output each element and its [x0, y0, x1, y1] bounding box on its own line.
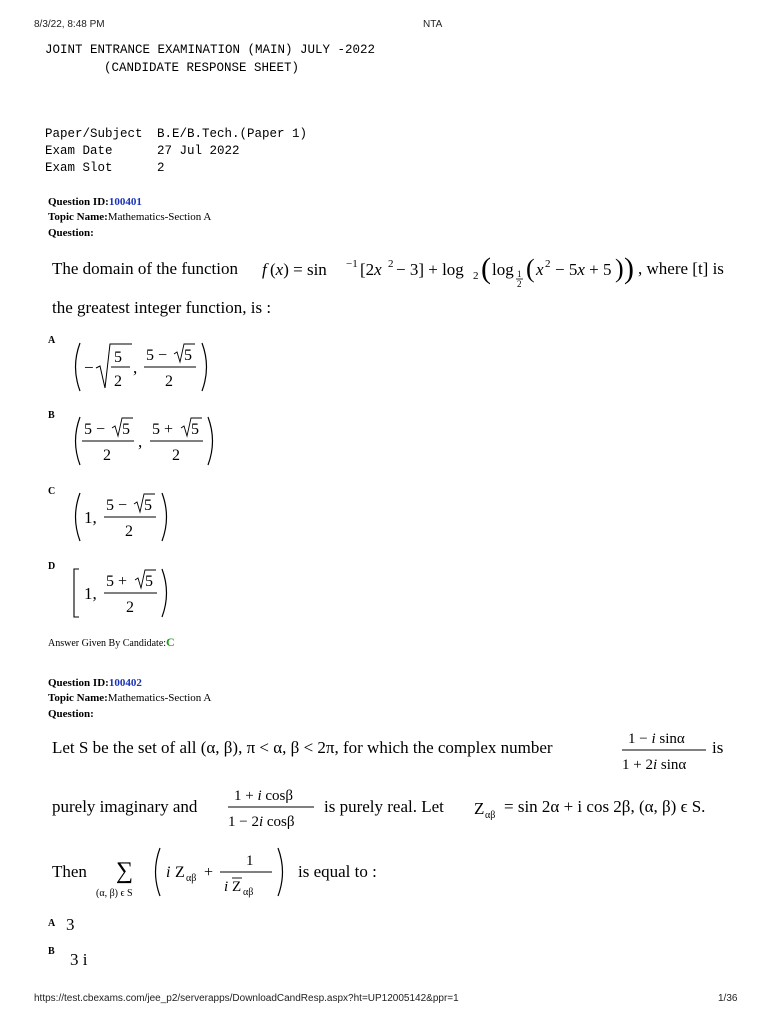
svg-text:αβ: αβ [243, 887, 254, 898]
svg-text:2: 2 [517, 279, 522, 289]
q2-question-label: Question: [48, 708, 94, 720]
svg-text:−1: −1 [346, 258, 358, 270]
svg-text:5: 5 [144, 497, 152, 514]
svg-text:x: x [536, 260, 544, 279]
q1-option-a-close [200, 340, 212, 399]
q2-fraction-cos [226, 783, 318, 838]
svg-text:2: 2 [172, 447, 180, 464]
svg-text:2: 2 [126, 599, 134, 616]
q2-z-symbol [474, 790, 506, 825]
q1-topic: Mathematics-Section A [107, 211, 212, 223]
svg-text:(: ( [526, 254, 535, 283]
q1-answer-row [48, 635, 175, 650]
svg-text:(x) = sin: (x) = sin [270, 260, 327, 279]
q1-option-d[interactable] [70, 566, 180, 625]
svg-text:f: f [262, 260, 267, 279]
svg-text:5 −: 5 − [146, 347, 168, 364]
svg-text:1,: 1, [84, 508, 97, 527]
q1-answer: C [166, 635, 175, 649]
q1-id-row [48, 196, 142, 208]
q2-option-b[interactable]: 3 i [70, 950, 88, 969]
answer-label: Answer Given By Candidate: [48, 638, 167, 649]
svg-text:1 + i cosβ: 1 + i cosβ [234, 788, 294, 804]
q1-option-c-label: C [48, 486, 56, 497]
q2-topic-row [48, 692, 211, 704]
svg-text:,: , [133, 358, 138, 377]
date-label: Exam Date [45, 144, 113, 158]
svg-text:5 +: 5 + [106, 573, 128, 590]
svg-text:5: 5 [184, 347, 192, 364]
svg-text:5: 5 [122, 421, 130, 438]
svg-text:Z: Z [474, 799, 485, 818]
svg-text:+: + [204, 864, 214, 881]
svg-text:,: , [138, 432, 143, 451]
q2-line1-a: Let S be the set of all (α, β), π < α, β < 2π, for which the complex number [52, 738, 553, 757]
footer-url: https://test.cbexams.com/jee_p2/serverapps/DownloadCandResp.aspx?ht=UP12005142&ppr=1 [34, 993, 459, 1004]
q2-topic: Mathematics-Section A [107, 692, 212, 704]
q2-option-a[interactable]: 3 [66, 915, 75, 934]
slot-value: 2 [157, 161, 165, 175]
svg-text:2: 2 [165, 373, 173, 390]
svg-text:−: − [84, 358, 94, 377]
q2-id-row [48, 677, 142, 689]
svg-text:5: 5 [114, 349, 122, 366]
svg-text:2: 2 [473, 270, 479, 282]
svg-text:1,: 1, [84, 584, 97, 603]
svg-text:5 −: 5 − [106, 497, 128, 514]
q2-id: 100402 [108, 677, 142, 689]
q2-line2-a: purely imaginary and [52, 797, 198, 816]
svg-text:(α, β) ϵ S: (α, β) ϵ S [96, 888, 133, 899]
svg-text:1: 1 [517, 269, 522, 279]
svg-text:i: i [224, 879, 229, 895]
svg-text:1: 1 [246, 853, 254, 869]
q2-line1-b: is [712, 738, 724, 757]
svg-text:αβ: αβ [485, 810, 496, 820]
svg-text:1 + 2i sinα: 1 + 2i sinα [622, 757, 687, 773]
topic-label: Topic Name: [48, 692, 108, 704]
print-title: NTA [423, 19, 443, 30]
slot-label: Exam Slot [45, 161, 113, 175]
svg-text:− 5x + 5: − 5x + 5 [555, 260, 612, 279]
q1-text-line2: the greatest integer function, is : [52, 298, 272, 317]
topic-label: Topic Name: [48, 211, 108, 223]
q1-text-part2: , where [t] is [638, 259, 724, 278]
q2-fraction-sin [620, 726, 710, 781]
q2-line3-b: is equal to : [298, 862, 377, 881]
question-id-label: Question ID: [48, 196, 109, 208]
q1-question-label: Question: [48, 227, 94, 239]
svg-text:): ) [624, 252, 634, 285]
svg-text:Z: Z [232, 879, 242, 895]
q1-function-formula [260, 248, 638, 297]
doc-title: JOINT ENTRANCE EXAMINATION (MAIN) JULY -2022 [45, 43, 376, 57]
svg-text:2: 2 [545, 258, 551, 270]
svg-text:log: log [492, 260, 514, 279]
svg-text:(: ( [481, 252, 491, 285]
q1-id: 100401 [108, 196, 142, 208]
date-value: 27 Jul 2022 [157, 144, 240, 158]
q1-option-b-label: B [48, 410, 55, 421]
svg-text:− 3] + log: − 3] + log [396, 260, 464, 279]
paper-label: Paper/Subject [45, 127, 143, 141]
svg-text:5: 5 [191, 421, 199, 438]
q1-option-a-label: A [48, 335, 56, 346]
svg-text:5: 5 [145, 573, 153, 590]
svg-text:[2x: [2x [360, 260, 382, 279]
q1-topic-row [48, 211, 211, 223]
svg-text:i: i [166, 864, 171, 881]
q1-option-d-label: D [48, 561, 56, 572]
q1-option-b[interactable] [70, 414, 220, 473]
svg-text:2: 2 [114, 373, 122, 390]
q2-sum-formula [94, 842, 296, 909]
paper-value: B.E/B.Tech.(Paper 1) [157, 127, 308, 141]
question-id-label: Question ID: [48, 677, 109, 689]
svg-text:5 +: 5 + [152, 421, 174, 438]
svg-text:5 −: 5 − [84, 421, 106, 438]
print-datetime: 8/3/22, 8:48 PM [34, 19, 105, 30]
svg-text:2: 2 [125, 523, 133, 540]
q2-option-b-label: B [48, 946, 55, 957]
doc-subtitle: (CANDIDATE RESPONSE SHEET) [104, 61, 300, 75]
svg-text:2: 2 [388, 258, 394, 270]
svg-text:1 − i sinα: 1 − i sinα [628, 731, 685, 747]
q1-option-c[interactable] [70, 490, 180, 549]
q2-option-a-label: A [48, 918, 56, 929]
q2-line3-a: Then [52, 862, 87, 881]
q1-option-a[interactable] [70, 340, 200, 399]
svg-text:∑: ∑ [116, 858, 134, 884]
svg-text:): ) [615, 254, 624, 283]
footer-page: 1/36 [718, 993, 738, 1004]
svg-text:1 − 2i cosβ: 1 − 2i cosβ [228, 814, 295, 830]
svg-text:2: 2 [103, 447, 111, 464]
svg-text:Z: Z [175, 864, 185, 881]
svg-text:αβ: αβ [186, 873, 197, 884]
q2-line2-b: is purely real. Let [324, 797, 444, 816]
q1-text-part1: The domain of the function [52, 259, 239, 278]
q2-line2-c: = sin 2α + i cos 2β, (α, β) ϵ S. [504, 797, 706, 816]
